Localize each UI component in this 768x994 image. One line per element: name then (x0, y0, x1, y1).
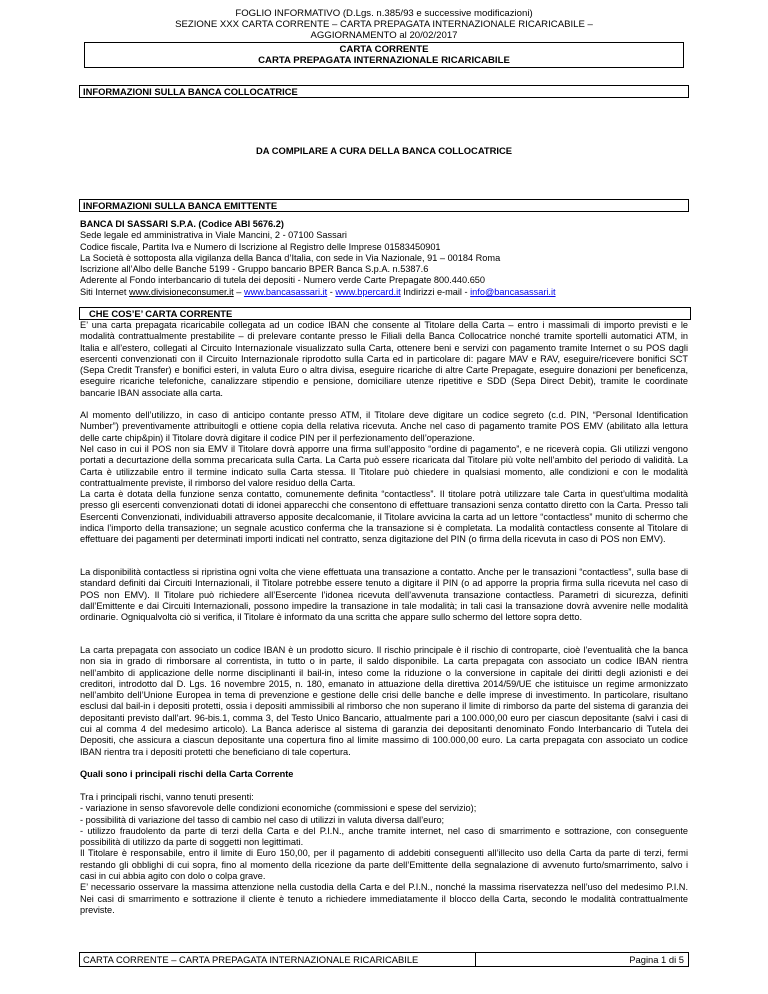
bank-supervision: La Società è sottoposta alla vigilanza della Banca d’Italia, con sede in Via Nazionale, 91 – 00184 Roma (80, 252, 501, 263)
document-header (84, 8, 684, 42)
collocatrice-note: DA COMPILARE A CURA DELLA BANCA COLLOCATRICE (255, 145, 513, 156)
risks-paragraph-2: E’ necessario osservare la massima attenzione nella custodia della Carta e del P.I.N., nonché la massima riservatezza nell’uso del medesimo P.I.N. Nei casi di smarrimento e sottrazione il cliente è tenuto a richiedere immediatamente il blocco della Carta, secondo le modalità contrattualmente previste. (80, 882, 688, 915)
bank-fund: Aderente al Fondo interbancario di tutela dei depositi - Numero verde Carte Prepagate 800.440.650 (80, 275, 486, 286)
risk-item-3: - utilizzo fraudolento da parte di terzi della Carta e del P.I.N., anche tramite internet, nel caso di smarrimento e sottrazione, con conseguente possibilità di utilizzo da parte di soggetti non legittimati. (80, 825, 688, 848)
header-line-3: AGGIORNAMENTO al 20/02/2017 (310, 30, 458, 42)
bank-register: Iscrizione all’Albo delle Banche 5199 - Gruppo bancario BPER Banca S.p.A. n.5387.6 (80, 264, 429, 275)
website-link-bancasassari[interactable]: www.bancasassari.it (243, 286, 328, 297)
bank-address: Sede legale ed amministrativa in Viale Mancini, 2 - 07100 Sassari (80, 230, 347, 241)
risk-item-1: - variazione in senso sfavorevole delle condizioni economiche (commissioni e spese del servizio); (80, 803, 477, 814)
website-link-bpercard[interactable]: www.bpercard.it (335, 286, 401, 297)
cose-paragraph-2: Al momento dell’utilizzo, in caso di anticipo contante presso ATM, il Titolare deve digitare un codice segreto (c.d. PIN, “Personal Identification Number”) preventivamente attribuitogli e ottiene copia della relativa ricevuta. Anche nel caso di pagamento tramite POS EMV (abilitato alla lettura delle carte chip&pin) il Titolare dovrà digitare il codice PIN per il perfezionamento dell’operazione. (80, 410, 688, 443)
section-collocatrice-title: INFORMAZIONI SULLA BANCA COLLOCATRICE (79, 85, 689, 98)
footer-title: CARTA CORRENTE – CARTA PREPAGATA INTERNAZIONALE RICARICABILE (83, 954, 419, 965)
page-number: Pagina 1 di 5 (629, 954, 684, 965)
product-title-1: CARTA CORRENTE (339, 44, 429, 55)
bank-fiscal: Codice fiscale, Partita Iva e Numero di Iscrizione al Registro delle Imprese 01583450901 (80, 241, 441, 252)
website-link-divisioneconsumer[interactable]: www.divisioneconsumer.it (129, 286, 234, 297)
section-cose-title: CHE COS’E’ CARTA CORRENTE (79, 307, 691, 320)
cose-paragraph-3: Nel caso in cui il POS non sia EMV il Titolare dovrà apporre una firma sull’apposito “ordine di pagamento”, e ne riceverà copia. Gli utilizzi vengono portati a decurtazione della somma precaricata sulla Carta. La Carta può essere ricaricata dal Titolare più volte nell’ambito del periodo di validità. La Carta è utilizzabile entro il termine indicato sulla Carta stessa. Il Titolare può chiedere in qualsiasi momento, alle condizioni e con le modalità contrattualmente previste, il rimborso del valore residuo della Carta. (80, 444, 688, 488)
email-link[interactable]: info@bancasassari.it (470, 286, 556, 297)
risk-item-2: - possibilità di variazione del tasso di cambio nel caso di utilizzi in valuta diversa dall’euro; (80, 814, 445, 825)
cose-paragraph-5: La disponibilità contactless si ripristina ogni volta che viene effettuata una transazione a contatto. Anche per le transazioni “contactless”, sulla base di standard definiti dai Circuiti Internazionali, il Titolare potrebbe essere tenuto a digitare il PIN (o ad apporre la propria firma sulla ricevuta nel caso di POS non EMV). Il Titolare può richiedere all’Esercente l’idonea ricevuta dell’avvenuta transazione contactless. Parametri di sicurezza, definiti dall’Emittente e dai Circuiti Internazionali, possono impedire la transazione in tale modalità; in tali casi la transazione dovrà avvenire nelle modalità ordinarie. Ogniqualvolta ciò si verifica, il Titolare è informato da una scritta che appare sullo schermo del lettore sopra detto. (80, 567, 688, 623)
page-footer (79, 952, 689, 967)
risks-list (80, 792, 688, 916)
cose-paragraph-4: La carta è dotata della funzione senza contatto, comunemente definita “contactless”. Il titolare potrà utilizzare tale Carta in quest’ultima modalità presso gli esercenti convenzionati dotati di idonei apparecchi che consentono di effettuare transazioni senza contatto diretto con la Carta. Presso tali Esercenti Convenzionati, individuabili attraverso apposite decalcomanie, il Titolare avvicina la carta ad un lettore “contactless” munito di schermo che indica l’importo della transazione; un segnale acustico conferma che la transazione si è completata. La modalità contactless consente al Titolare di effettuare dei pagamenti per determinati importi indicati nel contratto, senza digitazione del PIN (o firma della ricevuta in caso di POS non EMV). (80, 489, 688, 545)
bank-info (80, 219, 688, 298)
footer-divider (475, 952, 476, 967)
section-emittente-title: INFORMAZIONI SULLA BANCA EMITTENTE (79, 199, 689, 212)
bank-websites: Siti Internet www.divisioneconsumer.it – www.bancasassari.it - www.bpercard.it Indirizzi e-mail - info@bancasassari.it (80, 286, 556, 297)
risks-title: Quali sono i principali rischi della Carta Corrente (80, 769, 294, 779)
cose-paragraph-6: La carta prepagata con associato un codice IBAN è un prodotto sicuro. Il rischio principale è il rischio di controparte, cioè l’eventualità che la banca non sia in grado di rimborsare al correntista, in tutto o in parte, il saldo disponibile. La carta prepagata con associato un codice IBAN rientra nell’ambito di applicazione delle norme disciplinanti il bail-in, inteso come la riduzione o la conversione in capitale dei diritti degli azionisti e dei creditori, introdotto dal D. Lgs. 16 novembre 2015, n. 180, emanato in attuazione della direttiva 2014/59/UE che istituisce un regime armonizzato nell’ambito dell’Unione Europea in tema di prevenzione e gestione delle crisi delle banche e delle imprese di investimento. In particolare, risultano esclusi dal bail-in i depositi protetti, ossia i depositi ammissibili al rimborso che non superano il limite di rimborso da parte del sistema di garanzia dei depositanti previsto dall'art. 96-bis.1, comma 3, del Testo Unico Bancario, attualmente pari a 100.000,00 euro per ciascun depositante (salvi i casi di cui al comma 4 del medesimo articolo). La Banca aderisce al sistema di garanzia dei depositanti denominato Fondo Interbancario di Tutela dei Depositi, che assicura a ciascun depositante una copertura fino al limite massimo di 100.000,00 euro. La carta prepagata con associato un codice IBAN rientra tra i depositi protetti che beneficiano di tale copertura. (80, 645, 688, 757)
bank-name: BANCA DI SASSARI S.P.A. (Codice ABI 5676.2) (80, 219, 284, 229)
header-line-2: SEZIONE XXX CARTA CORRENTE – CARTA PREPAGATA INTERNAZIONALE RICARICABILE – (175, 19, 593, 31)
risks-paragraph-1: Il Titolare è responsabile, entro il limite di Euro 150,00, per il pagamento di addebiti conseguenti all’illecito uso della Carta da parte di terzi, fermi restando gli obblighi di cui sopra, fino al momento della ricezione da parte dell’Emittente della segnalazione di avvenuto furto/smarrimento, salvo i casi in cui abbia agito con dolo o colpa grave. (80, 848, 688, 882)
cose-paragraph-1: E’ una carta prepagata ricaricabile collegata ad un codice IBAN che consente al Titolare della Carta – entro i massimali di importo previsti e le modalità contrattualmente prestabilite – di prelevare contante presso le Filiali della Banca Collocatrice nonché tramite sportelli automatici ATM, in Italia e all’estero, collegati al Circuito Internazionale visualizzato sulla Carta, ottenere beni e servizi con pagamento tramite Internet o su POS dagli esercenti convenzionati con il Circuito Internazionale riprodotto sulla Carta ed in particolare di: pagare MAV e RAV, eseguire/ricevere bonifici SCT (Sepa Credit Transfer) e bonifici esteri, in valuta Euro o altra divisa, eseguire ricariche di altre Carte Prepagate, eseguire donazioni per beneficenza, eseguire ricariche telefoniche, canalizzare stipendio e pensione, domiciliare utenze ripetitive e SDD (Sepa Direct Debit), tramite le coordinate bancarie IBAN associate alla carta. (80, 320, 688, 398)
risks-intro: Tra i principali rischi, vanno tenuti presenti: (80, 792, 254, 802)
product-title-box (84, 42, 684, 68)
product-title-2: CARTA PREPAGATA INTERNAZIONALE RICARICABILE (258, 55, 510, 67)
header-line-1: FOGLIO INFORMATIVO (D.Lgs. n.385/93 e successive modificazioni) (235, 8, 533, 19)
